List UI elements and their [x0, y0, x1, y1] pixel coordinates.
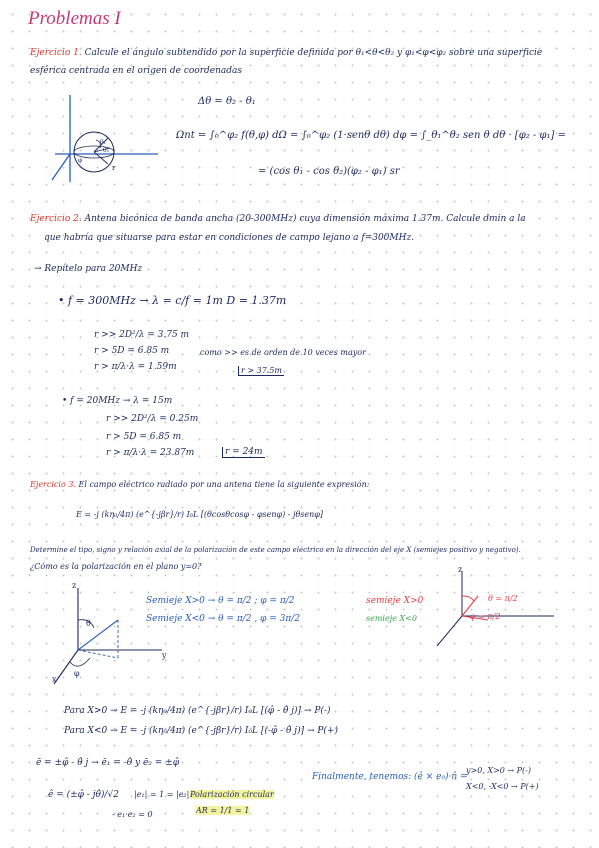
ex1-sphere-figure: [50, 90, 160, 185]
ex2-f20-line2: r > 5D = 6.85 m: [106, 432, 182, 442]
ex3-xy-figure: [432, 566, 562, 656]
ex3-e-hat: ê = (±φ̂ - jθ̂)/√2: [48, 790, 119, 800]
ex2-statement-line1: [30, 214, 526, 224]
ex2-f20-header: • f = 20MHz → λ = 15m: [62, 396, 173, 406]
ex3-field-expression: E = -j (kη₀/4π) (e^{-jβr}/r) I₀L [(θcosθcosφ - φsenφ) - jθsenφ]: [76, 510, 323, 519]
ex1-result: = (cos θ₁ - cos θ₂)(φ₂ - φ₁) sr: [258, 166, 400, 177]
ex1-theta2-label: θ₂: [103, 147, 110, 154]
ex2-f300-header: • f = 300MHz → λ = c/f = 1m D = 1.37m: [58, 294, 287, 307]
ex1-statement-2: esférica centrada en el origen de coordenadas: [30, 66, 243, 76]
ex3-semieje-pos: Semieje X>0 → θ = π/2 ; φ = π/2: [146, 596, 295, 606]
ex1-phi-label: φ: [78, 157, 83, 164]
ex2-f20-line3: r > π/λ·λ = 23.87m: [106, 448, 195, 458]
ex2-f300-line3: r > π/λ·λ = 1.59m: [94, 362, 177, 372]
ex3-question-2: ¿Cómo es la polarización en el plano y=0?: [30, 562, 202, 571]
ex3-semieje-neg: Semieje X<0 → θ = π/2 , φ = 3π/2: [146, 614, 301, 624]
ex3-statement: El campo eléctrico radiado por una antena tiene la siguiente expresión:: [78, 480, 370, 489]
ex3-statement-line: [30, 480, 369, 489]
ex3-axis-x-label: x: [52, 675, 57, 684]
ex2-repeat-20mhz: → Repítelo para 20MHz: [34, 264, 143, 274]
ex2-f20-boxed: r = 24m: [222, 447, 265, 458]
ex3-angle-phi: φ = π/2: [470, 612, 501, 621]
ex3-dot-product: - e₁·e₂ = 0: [112, 810, 153, 819]
ex1-theta1-label: θ₁: [100, 139, 107, 146]
ex3-axial-ratio: AR = 1/1 = 1: [196, 806, 250, 815]
ex3-para-neg: Para X<0 → E = -j (kη₀/4π) (e^{-jβr}/r) I₀L [(-φ̂ - θ̂ j)] → P(+): [64, 726, 338, 736]
ex1-label: Ejercicio 1.: [30, 48, 82, 58]
ex3-para-pos: Para X>0 → E = -j (kη₀/4π) (e^{-jβr}/r) I₀L [(φ̂ - θ̂ j)] → P(-): [64, 706, 331, 716]
ex3-question-1: Determine el tipo, signo y relación axial de la polarización de este campo eléctrico en la dirección del eje X (semiejes positivo y negativo).: [30, 546, 521, 554]
ex2-f300-boxed: r > 37.5m: [238, 366, 284, 376]
ex3-phi-label: φ: [74, 669, 80, 678]
page-title: Problemas I: [28, 8, 121, 29]
ex2-f300-note: como >> es de orden de 10 veces mayor: [200, 348, 366, 357]
ex3-case2: X<0, -X<0 → P(+): [466, 782, 539, 791]
ex1-statement-line1: [30, 48, 542, 58]
ex1-omega-integral: Ωnt = ∫₀^φ₂ f(θ,φ) dΩ = ∫₀^φ₂ (1·senθ dθ) dφ = ∫_θ₁^θ₂ sen θ dθ · [φ₂ - φ₁] =: [176, 130, 566, 141]
ex2-f300-line2: r > 5D = 6.85 m: [94, 346, 170, 356]
ex3-green-label: semieje X<0: [366, 614, 417, 623]
ex3-red-label: semieje X>0: [366, 596, 424, 606]
ex1-statement-1: Calcule el ángulo subtendido por la superficie definida por θ₁<θ<θ₂ y φ₁<φ<φ₂ sobre una superficie: [84, 48, 543, 58]
ex3-axis-z-label: z: [72, 581, 77, 590]
ex1-r-label: r: [112, 164, 116, 172]
ex3-finally: Finalmente, tenemos: (ê × e₀)·n̂ =: [312, 772, 468, 782]
ex3-angle-theta: θ = π/2: [488, 594, 518, 603]
ex3-case1: y>0, X>0 → P(-): [466, 766, 532, 775]
ex2-statement-2: que habría que situarse para estar en condiciones de campo lejano a f=300MHz.: [44, 233, 415, 243]
ex3-polarization-circular: Polarización circular: [190, 790, 274, 799]
ex1-delta: Δθ = θ₂ - θ₁: [198, 96, 256, 107]
ex3-axis-y-label: y: [162, 651, 167, 660]
svg-text:z: z: [458, 565, 463, 574]
ex2-f20-line1: r >> 2D²/λ = 0.25m: [106, 414, 199, 424]
ex3-magnitude: |e₁| = 1 = |e₂|: [134, 790, 190, 799]
ex3-theta-label: θ: [86, 619, 91, 628]
ex2-statement-1: Antena bicónica de banda ancha (20-300MHz) cuya dimensión máxima 1.37m. Calcule dmin a la: [84, 214, 526, 224]
ex2-f300-line1: r >> 2D²/λ = 3.75 m: [94, 330, 190, 340]
ex3-e-line: ē = ±φ̂ - θ̂ j → ē₁ = -θ̂ y ē₂ = ±φ̂: [36, 758, 180, 768]
ex2-label: Ejercicio 2.: [30, 214, 82, 224]
ex3-label: Ejercicio 3.: [30, 480, 76, 489]
